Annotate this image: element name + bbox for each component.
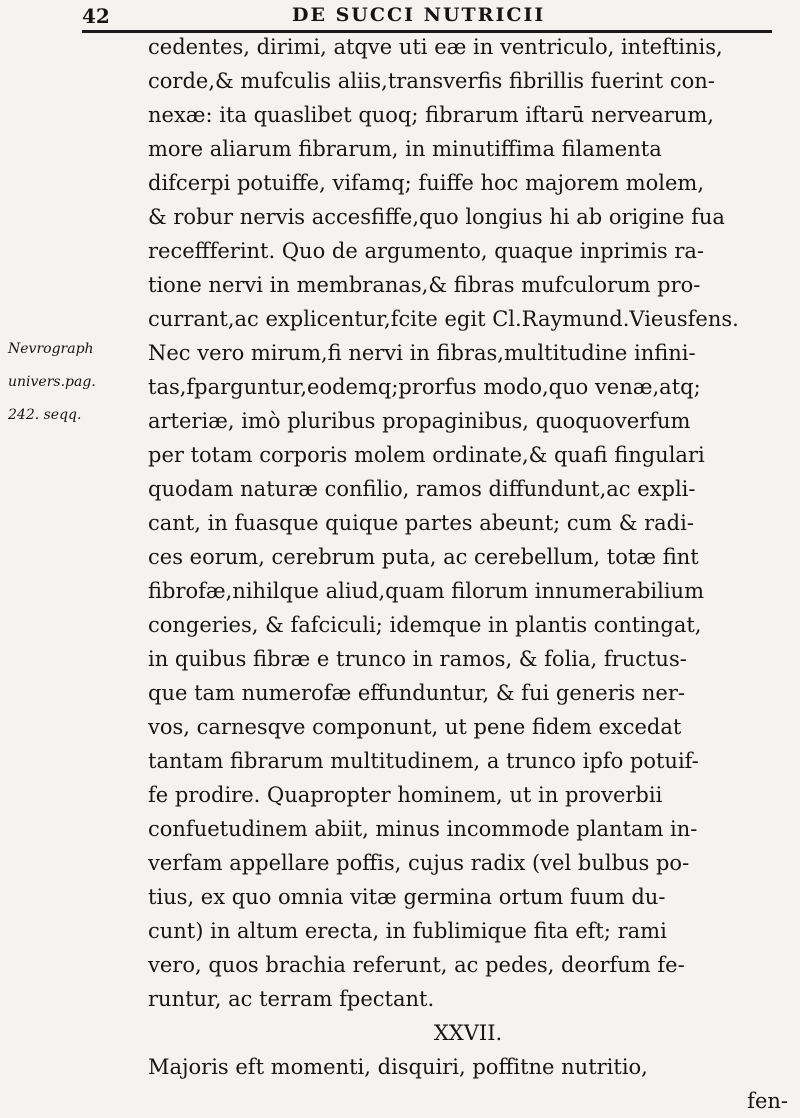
text-line: fe prodire. Quapropter hominem, ut in proverbii [148, 783, 663, 807]
text-line: vos, carnesqve componunt, ut pene fidem excedat [148, 715, 682, 739]
text-line: more aliarum fibrarum, in minutiffima filamenta [148, 137, 662, 161]
marginal-note-line: 242. seqq. [8, 407, 82, 423]
text-line: verfam appellare poffis, cujus radix (vel bulbus po- [148, 851, 690, 875]
section-number: XXVII. [433, 1021, 503, 1045]
text-line: difcerpi potuiffe, vifamq; fuiffe hoc majorem molem, [148, 171, 705, 195]
text-line: nexæ: ita quaslibet quoq; fibrarum iftarū nervearum, [148, 103, 714, 127]
body-text [148, 30, 800, 1118]
text-line: per totam corporis molem ordinate,& quafi fingulari [148, 443, 705, 467]
text-line: runtur, ac terram fpectant. [148, 987, 435, 1011]
text-line: corde,& mufculis aliis,transverfis fibrillis fuerint con- [148, 69, 715, 93]
marginal-note-line: univers.pag. [8, 374, 96, 390]
text-line: tantam fibrarum multitudinem, a trunco ipfo potuif- [148, 749, 699, 773]
text-line: quodam naturæ confilio, ramos diffundunt,ac expli- [148, 477, 696, 501]
text-line: currant,ac explicentur,fcite egit Cl.Raymund.Vieusfens. [148, 307, 739, 331]
text-line: tione nervi in membranas,& fibras mufculorum pro- [148, 273, 701, 297]
text-line: cedentes, dirimi, atqve uti eæ in ventriculo, inteftinis, [148, 35, 723, 59]
text-line: cant, in fuasque quique partes abeunt; cum & radi- [148, 511, 694, 535]
text-line: in quibus fibræ e trunco in ramos, & folia, fructus- [148, 647, 687, 671]
marginal-note-line: Nevrograph [8, 341, 94, 357]
text-line: fibrofæ,nihilque aliud,quam filorum innumerabilium [148, 579, 704, 603]
text-line: Nec vero mirum,fi nervi in fibras,multitudine infini- [148, 341, 696, 365]
text-line: congeries, & fafciculi; idemque in plantis contingat, [148, 613, 702, 637]
text-line: vero, quos brachia referunt, ac pedes, deorfum fe- [148, 953, 685, 977]
text-line: que tam numerofæ effunduntur, & fui generis ner- [148, 681, 685, 705]
marginal-note [8, 333, 158, 432]
text-line: arteriæ, imò pluribus propaginibus, quoquoverfum [148, 409, 691, 433]
text-line: cunt) in altum erecta, in fublimique fita eft; rami [148, 919, 667, 943]
text-line: receffferint. Quo de argumento, quaque inprimis ra- [148, 239, 705, 263]
text-line: tas,fparguntur,eodemq;prorfus modo,quo venæ,atq; [148, 375, 701, 399]
catchword: fen- [747, 1089, 788, 1113]
section-first-line: Majoris eft momenti, disquiri, poffitne nutritio, [148, 1055, 648, 1079]
running-head [82, 2, 772, 33]
text-line: confuetudinem abiit, minus incommode plantam in- [148, 817, 698, 841]
running-title: DE SUCCI NUTRICII [292, 4, 546, 26]
page-number: 42 [82, 4, 110, 28]
text-line: tius, ex quo omnia vitæ germina ortum fuum du- [148, 885, 666, 909]
text-line: & robur nervis accesfiffe,quo longius hi ab origine fua [148, 205, 725, 229]
text-line: ces eorum, cerebrum puta, ac cerebellum, totæ fint [148, 545, 699, 569]
